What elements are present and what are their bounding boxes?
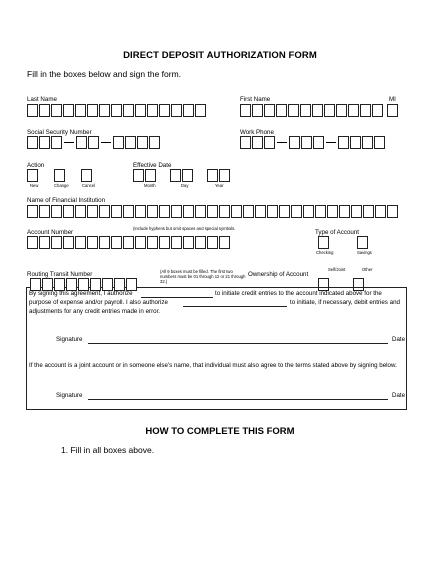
- input-box[interactable]: [135, 205, 146, 218]
- input-box[interactable]: [301, 136, 312, 149]
- authorize-blank-1[interactable]: [141, 297, 213, 298]
- input-box[interactable]: [313, 136, 324, 149]
- input-box[interactable]: [267, 205, 278, 218]
- input-box[interactable]: [87, 104, 98, 117]
- input-box[interactable]: [133, 169, 144, 182]
- input-box[interactable]: [51, 205, 62, 218]
- input-box[interactable]: [291, 205, 302, 218]
- input-box[interactable]: [99, 205, 110, 218]
- year-label: Year: [215, 183, 224, 188]
- input-box[interactable]: [357, 236, 368, 249]
- account-number-label: Account Number: [27, 229, 74, 236]
- action-boxes[interactable]: [27, 169, 92, 182]
- input-box[interactable]: [183, 104, 194, 117]
- spacer: [330, 236, 356, 249]
- work-phone-label: Work Phone: [240, 129, 274, 136]
- spacer: [39, 169, 53, 182]
- how-to-heading: HOW TO COMPLETE THIS FORM: [145, 426, 295, 437]
- input-box[interactable]: [159, 205, 170, 218]
- input-box[interactable]: [243, 205, 254, 218]
- input-box[interactable]: [240, 104, 251, 117]
- input-box[interactable]: [39, 136, 50, 149]
- input-box[interactable]: [375, 205, 386, 218]
- input-box[interactable]: [51, 236, 62, 249]
- input-box[interactable]: [315, 205, 326, 218]
- input-box[interactable]: [207, 205, 218, 218]
- input-box[interactable]: [27, 236, 38, 249]
- first-name-boxes[interactable]: [240, 104, 383, 117]
- input-box[interactable]: [123, 104, 134, 117]
- spacer: [194, 169, 206, 182]
- input-box[interactable]: [159, 104, 170, 117]
- input-box[interactable]: [363, 205, 374, 218]
- input-box[interactable]: [312, 104, 323, 117]
- work-phone-boxes[interactable]: [240, 136, 385, 149]
- input-box[interactable]: [75, 104, 86, 117]
- action-change-label: Change: [54, 183, 69, 188]
- input-box[interactable]: [318, 236, 329, 249]
- savings-label: Savings: [357, 250, 372, 255]
- input-box[interactable]: [348, 104, 359, 117]
- signature2-label: Signature: [56, 392, 83, 399]
- form-instructions: Fill in the boxes below and sign the form.: [27, 69, 182, 79]
- input-box[interactable]: [327, 205, 338, 218]
- input-box[interactable]: [87, 205, 98, 218]
- ssn-boxes[interactable]: [27, 136, 160, 149]
- input-box[interactable]: [264, 104, 275, 117]
- effective-date-label: Effective Date: [133, 162, 172, 169]
- input-box[interactable]: [362, 136, 373, 149]
- input-box[interactable]: [113, 136, 124, 149]
- signature-label: Signature: [56, 336, 83, 343]
- input-box[interactable]: [147, 236, 158, 249]
- spacer: [66, 169, 80, 182]
- mi-box[interactable]: [387, 104, 398, 117]
- input-box[interactable]: [387, 104, 398, 117]
- effective-date-boxes[interactable]: [133, 169, 230, 182]
- input-box[interactable]: [339, 205, 350, 218]
- date-label: Date: [392, 336, 406, 343]
- how-to-step-1: 1. Fill in all boxes above.: [61, 445, 155, 455]
- input-box[interactable]: [300, 104, 311, 117]
- input-box[interactable]: [63, 236, 74, 249]
- input-box[interactable]: [27, 169, 38, 182]
- type-of-account-boxes[interactable]: [318, 236, 368, 249]
- input-box[interactable]: [27, 205, 38, 218]
- input-box[interactable]: [195, 236, 206, 249]
- institution-label: Name of Financial Institution: [27, 197, 106, 204]
- input-box[interactable]: [255, 205, 266, 218]
- account-number-boxes[interactable]: [27, 236, 230, 249]
- input-box[interactable]: [125, 136, 136, 149]
- input-box[interactable]: [135, 104, 146, 117]
- input-box[interactable]: [135, 236, 146, 249]
- input-box[interactable]: [145, 169, 156, 182]
- input-box[interactable]: [75, 205, 86, 218]
- input-box[interactable]: [252, 104, 263, 117]
- input-box[interactable]: [324, 104, 335, 117]
- input-box[interactable]: [76, 136, 87, 149]
- institution-boxes[interactable]: [27, 205, 398, 218]
- checking-label: Checking: [316, 250, 334, 255]
- input-box[interactable]: [63, 104, 74, 117]
- input-box[interactable]: [182, 169, 193, 182]
- input-box[interactable]: [99, 104, 110, 117]
- agreement-line-1c: purpose of expense and/or payroll. I also authorize: [29, 299, 168, 306]
- action-new-label: New: [30, 183, 39, 188]
- last-name-boxes[interactable]: [27, 104, 206, 117]
- input-box[interactable]: [219, 236, 230, 249]
- ownership-label: Ownership of Account: [248, 271, 309, 278]
- input-box[interactable]: [39, 236, 50, 249]
- input-box[interactable]: [75, 236, 86, 249]
- agreement-line-1a: By signing this agreement, I authorize: [29, 290, 133, 297]
- input-box[interactable]: [111, 236, 122, 249]
- input-box[interactable]: [195, 104, 206, 117]
- input-box[interactable]: [372, 104, 383, 117]
- input-box[interactable]: [147, 205, 158, 218]
- input-box[interactable]: [111, 104, 122, 117]
- input-box[interactable]: [231, 205, 242, 218]
- input-box[interactable]: [39, 205, 50, 218]
- input-box[interactable]: [171, 104, 182, 117]
- field-separator: [326, 142, 336, 143]
- field-separator: [101, 142, 111, 143]
- self-joint-label: Self/Joint: [328, 267, 346, 272]
- input-box[interactable]: [350, 136, 361, 149]
- type-of-account-label: Type of Account: [315, 229, 360, 236]
- input-box[interactable]: [54, 169, 65, 182]
- spacer: [157, 169, 169, 182]
- input-box[interactable]: [264, 136, 275, 149]
- input-box[interactable]: [27, 104, 38, 117]
- input-box[interactable]: [252, 136, 263, 149]
- input-box[interactable]: [88, 136, 99, 149]
- month-label: Month: [144, 183, 156, 188]
- input-box[interactable]: [183, 205, 194, 218]
- input-box[interactable]: [219, 169, 230, 182]
- form-title: DIRECT DEPOSIT AUTHORIZATION FORM: [123, 50, 317, 61]
- input-box[interactable]: [27, 136, 38, 149]
- input-box[interactable]: [279, 205, 290, 218]
- input-box[interactable]: [159, 236, 170, 249]
- input-box[interactable]: [387, 205, 398, 218]
- routing-note: (All 9 boxes must be filled. The first two numbers must be 01 through 12 or 21 through 32.): [160, 269, 246, 284]
- input-box[interactable]: [360, 104, 371, 117]
- field-separator: [277, 142, 287, 143]
- other-label: Other: [362, 267, 373, 272]
- input-box[interactable]: [351, 205, 362, 218]
- input-box[interactable]: [195, 205, 206, 218]
- input-box[interactable]: [171, 205, 182, 218]
- signature-line[interactable]: [88, 343, 388, 344]
- action-label: Action: [27, 162, 45, 169]
- input-box[interactable]: [123, 236, 134, 249]
- day-label: Day: [181, 183, 189, 188]
- input-box[interactable]: [336, 104, 347, 117]
- input-box[interactable]: [39, 104, 50, 117]
- action-cancel-label: Cancel: [82, 183, 96, 188]
- input-box[interactable]: [240, 136, 251, 149]
- input-box[interactable]: [149, 136, 160, 149]
- first-name-label: First Name: [240, 96, 271, 103]
- routing-label: Routing Transit Number: [27, 271, 93, 278]
- input-box[interactable]: [183, 236, 194, 249]
- input-box[interactable]: [51, 136, 62, 149]
- agreement-line-1b: to initiate credit entries to the account indicated above for the: [215, 290, 382, 297]
- agreement-line-1e: adjustments for any credit entries made in error.: [29, 308, 161, 315]
- last-name-label: Last Name: [27, 96, 57, 103]
- input-box[interactable]: [374, 136, 385, 149]
- input-box[interactable]: [289, 136, 300, 149]
- input-box[interactable]: [303, 205, 314, 218]
- input-box[interactable]: [147, 104, 158, 117]
- signature2-line[interactable]: [88, 399, 388, 400]
- input-box[interactable]: [99, 236, 110, 249]
- input-box[interactable]: [81, 169, 92, 182]
- input-box[interactable]: [170, 169, 181, 182]
- input-box[interactable]: [51, 104, 62, 117]
- account-number-note: (Include hyphens but omit spaces and special symbols.: [133, 226, 236, 231]
- date2-label: Date: [392, 392, 406, 399]
- input-box[interactable]: [338, 136, 349, 149]
- input-box[interactable]: [63, 205, 74, 218]
- input-box[interactable]: [207, 169, 218, 182]
- input-box[interactable]: [137, 136, 148, 149]
- input-box[interactable]: [123, 205, 134, 218]
- input-box[interactable]: [111, 205, 122, 218]
- joint-account-paragraph: If the account is a joint account or in someone else's name, that individual must also agree to the terms stated above by signing below.: [29, 362, 397, 369]
- input-box[interactable]: [171, 236, 182, 249]
- input-box[interactable]: [288, 104, 299, 117]
- agreement-line-1d: to initiate, if necessary, debit entries and: [290, 299, 400, 306]
- input-box[interactable]: [219, 205, 230, 218]
- mi-label: MI: [389, 96, 396, 103]
- ssn-label: Social Security Number: [27, 129, 92, 136]
- input-box[interactable]: [87, 236, 98, 249]
- field-separator: [64, 142, 74, 143]
- input-box[interactable]: [276, 104, 287, 117]
- input-box[interactable]: [207, 236, 218, 249]
- authorize-blank-2[interactable]: [183, 306, 287, 307]
